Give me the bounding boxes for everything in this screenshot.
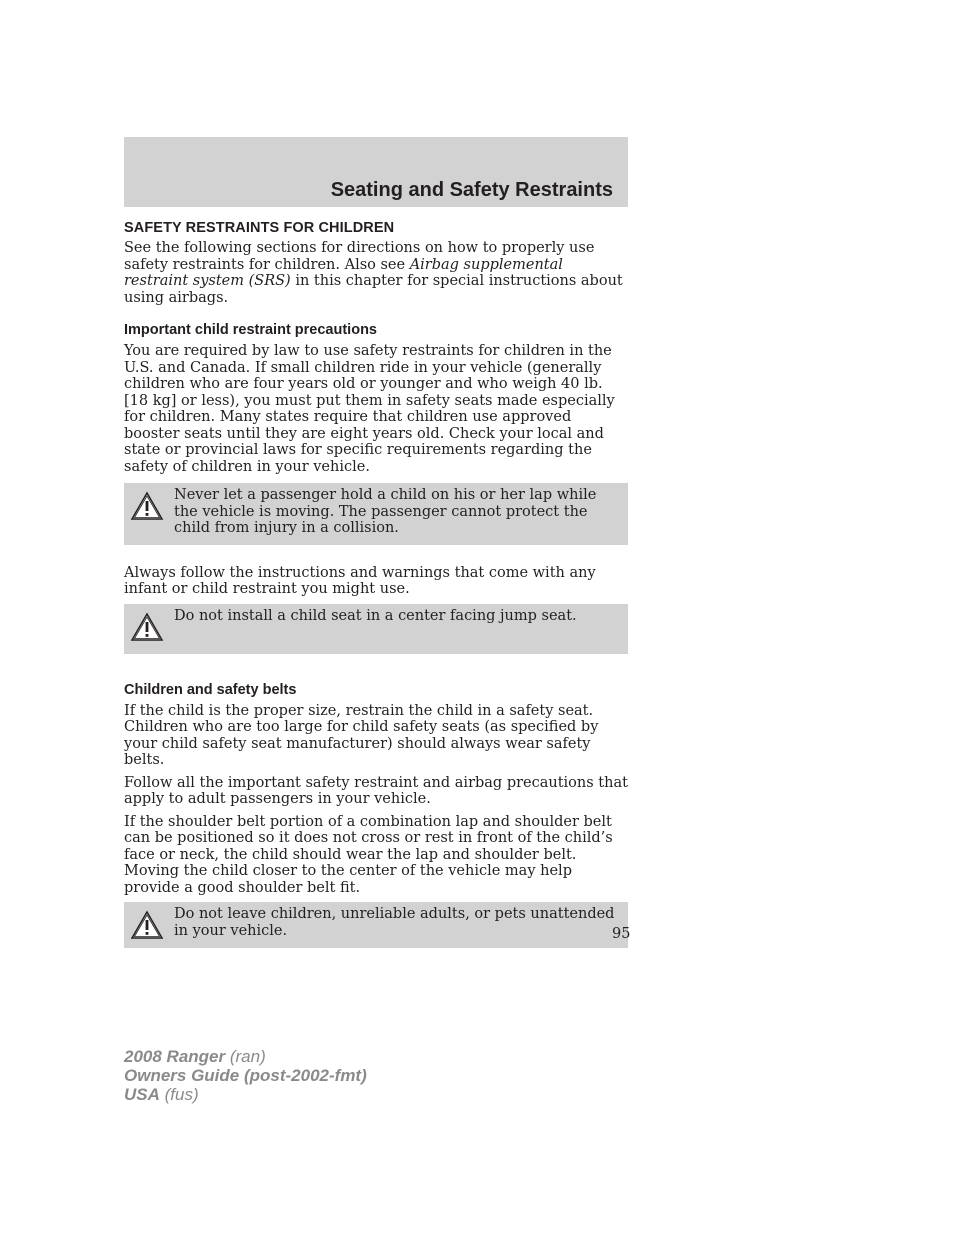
belts-heading: Children and safety belts — [124, 681, 297, 698]
footer-line-3: USA (fus) — [124, 1085, 199, 1104]
section-title: SAFETY RESTRAINTS FOR CHILDREN — [124, 220, 395, 236]
instructions-paragraph: Always follow the instructions and warnings that come with any infant or child restraint you might use. — [124, 564, 596, 597]
warning-triangle-icon — [130, 491, 164, 521]
main-content — [124, 220, 631, 968]
warning-box-jump-seat — [124, 604, 628, 654]
warning-text-unattended: Do not leave children, unreliable adults, or pets unattended in your vehicle. — [174, 906, 615, 939]
intro-text-2: in this chapter for special instructions about using airbags. — [124, 273, 623, 306]
precautions-heading: Important child restraint precautions — [124, 322, 377, 338]
intro-paragraph — [124, 240, 628, 306]
header-band — [124, 137, 628, 207]
document-footer — [124, 1047, 367, 1104]
footer-line-1: 2008 Ranger (ran) — [124, 1047, 266, 1066]
intro-text-1: See the following sections for directions on how to properly use safety restraints for children. Also see — [124, 240, 595, 273]
warning-box-lap — [124, 483, 628, 545]
belts-paragraph-3: If the shoulder belt portion of a combination lap and shoulder belt can be positioned so it does not cross or rest in front of the child’s face or neck, the child should wear the lap and shoulder belt. Moving the child closer to the center of the vehicle may help provide a good shoulder belt fit. — [124, 813, 613, 896]
page-section-title: Seating and Safety Restraints — [330, 179, 613, 201]
precautions-paragraph: You are required by law to use safety restraints for children in the U.S. and Canada. If small children ride in your vehicle (generally children who are four years old or younger and who weigh 40 lb. [18 kg] or less), you must put them in safety seats made especially for children. Many states require that children use approved booster seats until they are eight years old. Check your local and state or provincial laws for specific requirements regarding the safety of children in your vehicle. — [124, 343, 615, 475]
warning-triangle-icon — [130, 910, 164, 940]
page-number: 95 — [612, 926, 631, 942]
belts-paragraph-1: If the child is the proper size, restrain the child in a safety seat. Children who are too large for child safety seats (as specified by your child safety seat manufacturer) should always wear safety belts. — [124, 702, 599, 768]
warning-box-unattended — [124, 902, 631, 948]
footer-line-2: Owners Guide (post-2002-fmt) — [124, 1066, 367, 1085]
intro-reference: Airbag supplemental restraint system (SRS) — [124, 256, 563, 289]
warning-text-jump-seat: Do not install a child seat in a center facing jump seat. — [174, 607, 577, 624]
warning-triangle-icon — [130, 612, 164, 642]
belts-paragraph-2: Follow all the important safety restraint and airbag precautions that apply to adult passengers in your vehicle. — [124, 774, 628, 807]
warning-text-lap: Never let a passenger hold a child on his or her lap while the vehicle is moving. The passenger cannot protect the child from injury in a collision. — [174, 487, 597, 536]
